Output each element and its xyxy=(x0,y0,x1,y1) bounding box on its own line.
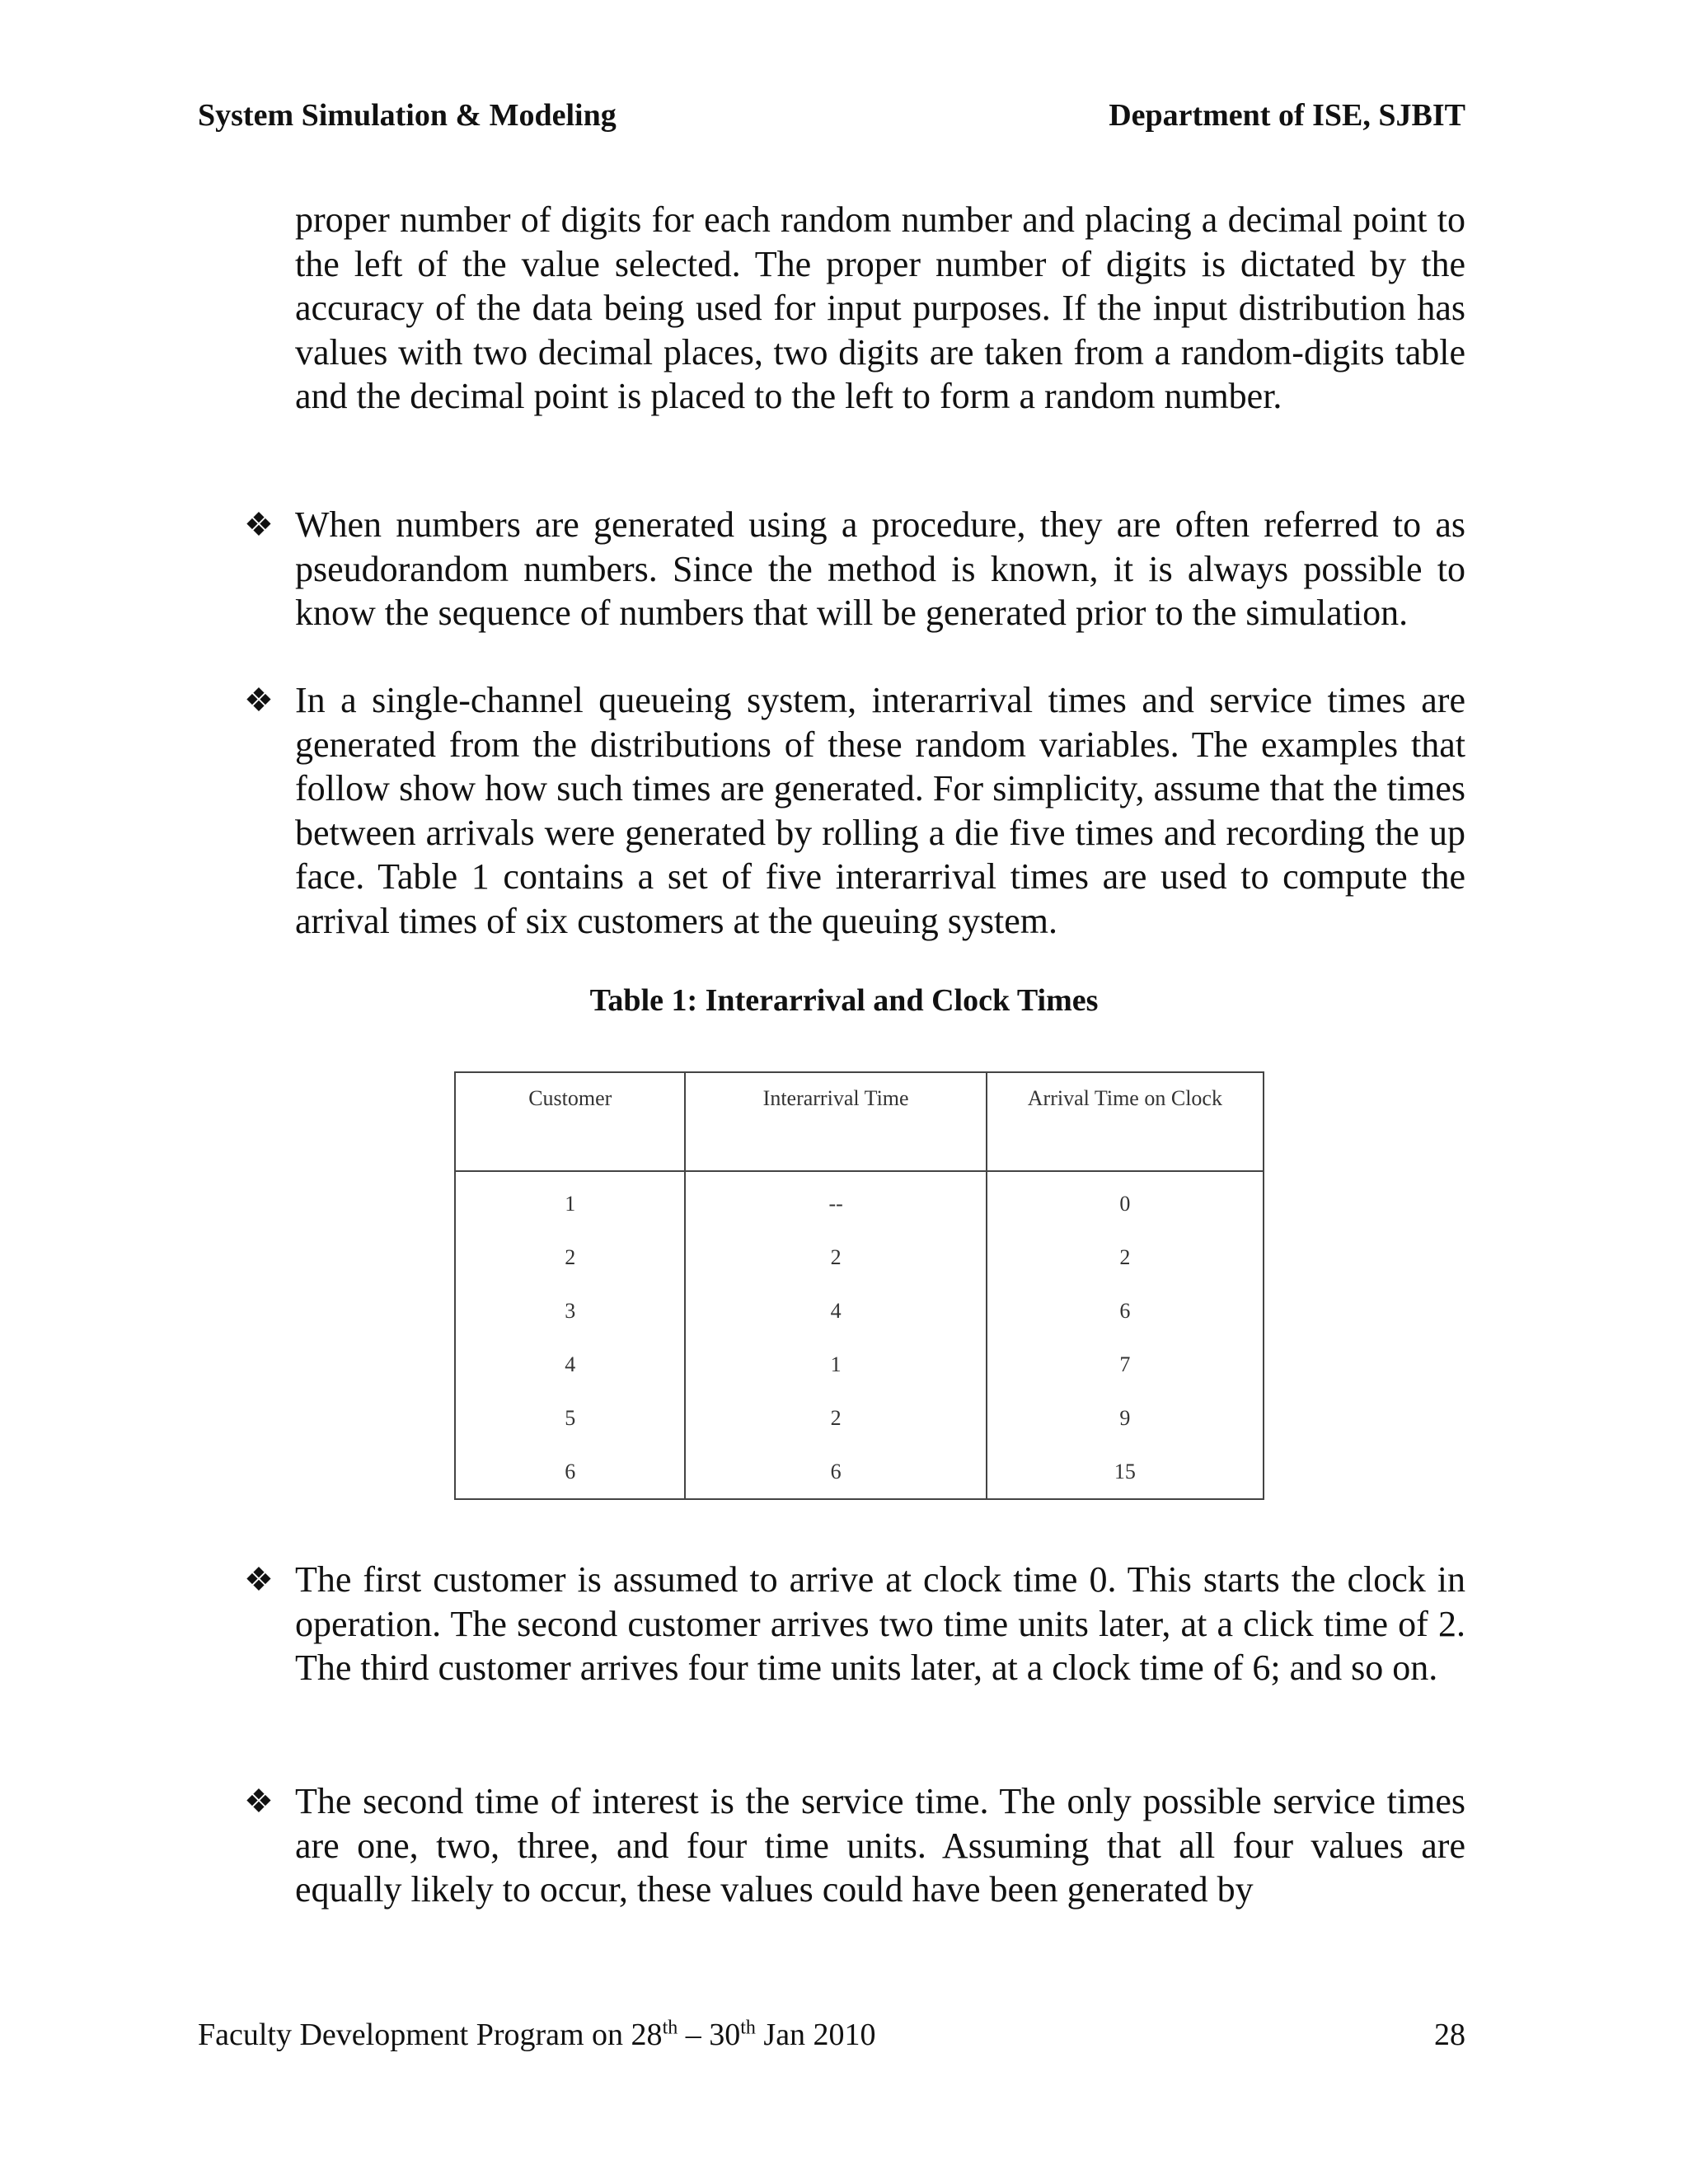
table-cell: 2 xyxy=(685,1230,986,1284)
page-footer xyxy=(198,2017,1465,2066)
table-cell: 15 xyxy=(987,1445,1264,1499)
table-cell: 5 xyxy=(455,1391,685,1445)
table-cell: 4 xyxy=(685,1284,986,1338)
page-header xyxy=(198,97,1465,147)
bullet-paragraph-service-time: The second time of interest is the service time. The only possible service times are one, two, three, and four time units. Assuming that all four values are equally likely to occur, these values could have been generated by xyxy=(295,1781,1465,1910)
table-row xyxy=(455,1445,1264,1499)
column-header-customer: Customer xyxy=(455,1072,685,1171)
table-cell: 0 xyxy=(987,1171,1264,1230)
table-cell: 6 xyxy=(987,1284,1264,1338)
interarrival-table xyxy=(454,1071,1264,1500)
bullet-diamond-icon: ❖ xyxy=(244,1561,274,1598)
table-row xyxy=(455,1338,1264,1391)
header-department: Department of ISE, SJBIT xyxy=(1109,98,1465,133)
table-cell: 4 xyxy=(455,1338,685,1391)
table-row xyxy=(455,1284,1264,1338)
bullet-diamond-icon: ❖ xyxy=(244,1783,274,1820)
table-header-row xyxy=(455,1072,1264,1171)
bullet-diamond-icon: ❖ xyxy=(244,682,274,719)
table-cell: 2 xyxy=(987,1230,1264,1284)
table-cell: 6 xyxy=(455,1445,685,1499)
bullet-paragraph-queueing: In a single-channel queueing system, interarrival times and service times are generated from the distributions of these random variables. The examples that follow show how such times are generated. For simplicity, assume that the times between arrivals were generated by rolling a die five times and recording the up face. Table 1 contains a set of five interarrival times are used to compute the arrival times of six customers at the queuing system. xyxy=(295,680,1465,941)
intro-paragraph: proper number of digits for each random number and placing a decimal point to the left of the value selected. The proper number of digits is dictated by the accuracy of the data being used for input purposes. If the input distribution has values with two decimal places, two digits are taken from a random-digits table and the decimal point is placed to the left to form a random number. xyxy=(295,199,1465,416)
footer-program: Faculty Development Program on 28th – 30th Jan 2010 xyxy=(198,2017,876,2052)
column-header-arrival-time: Arrival Time on Clock xyxy=(987,1072,1264,1171)
table-cell: 3 xyxy=(455,1284,685,1338)
table-cell: 1 xyxy=(455,1171,685,1230)
column-header-interarrival-time: Interarrival Time xyxy=(685,1072,986,1171)
bullet-diamond-icon: ❖ xyxy=(244,506,274,543)
bullet-paragraph-pseudorandom: When numbers are generated using a procedure, they are often referred to as pseudorandom numbers. Since the method is known, it is always possible to know the sequence of numbers that will be generated prior to the simulation. xyxy=(295,504,1465,633)
bullet-paragraph-first-customer: The first customer is assumed to arrive at clock time 0. This starts the clock in operation. The second customer arrives two time units later, at a click time of 2. The third customer arrives four time units later, at a clock time of 6; and so on. xyxy=(295,1559,1465,1688)
table-cell: 6 xyxy=(685,1445,986,1499)
table-cell: 2 xyxy=(685,1391,986,1445)
table-row xyxy=(455,1391,1264,1445)
page-number: 28 xyxy=(1434,2018,1465,2052)
table-cell: 1 xyxy=(685,1338,986,1391)
table-cell: 2 xyxy=(455,1230,685,1284)
table-cell: -- xyxy=(685,1171,986,1230)
header-course-title: System Simulation & Modeling xyxy=(198,98,617,133)
table-row xyxy=(455,1230,1264,1284)
table-title: Table 1: Interarrival and Clock Times xyxy=(589,983,1099,1018)
table-cell: 9 xyxy=(987,1391,1264,1445)
table-row xyxy=(455,1171,1264,1230)
table-cell: 7 xyxy=(987,1338,1264,1391)
